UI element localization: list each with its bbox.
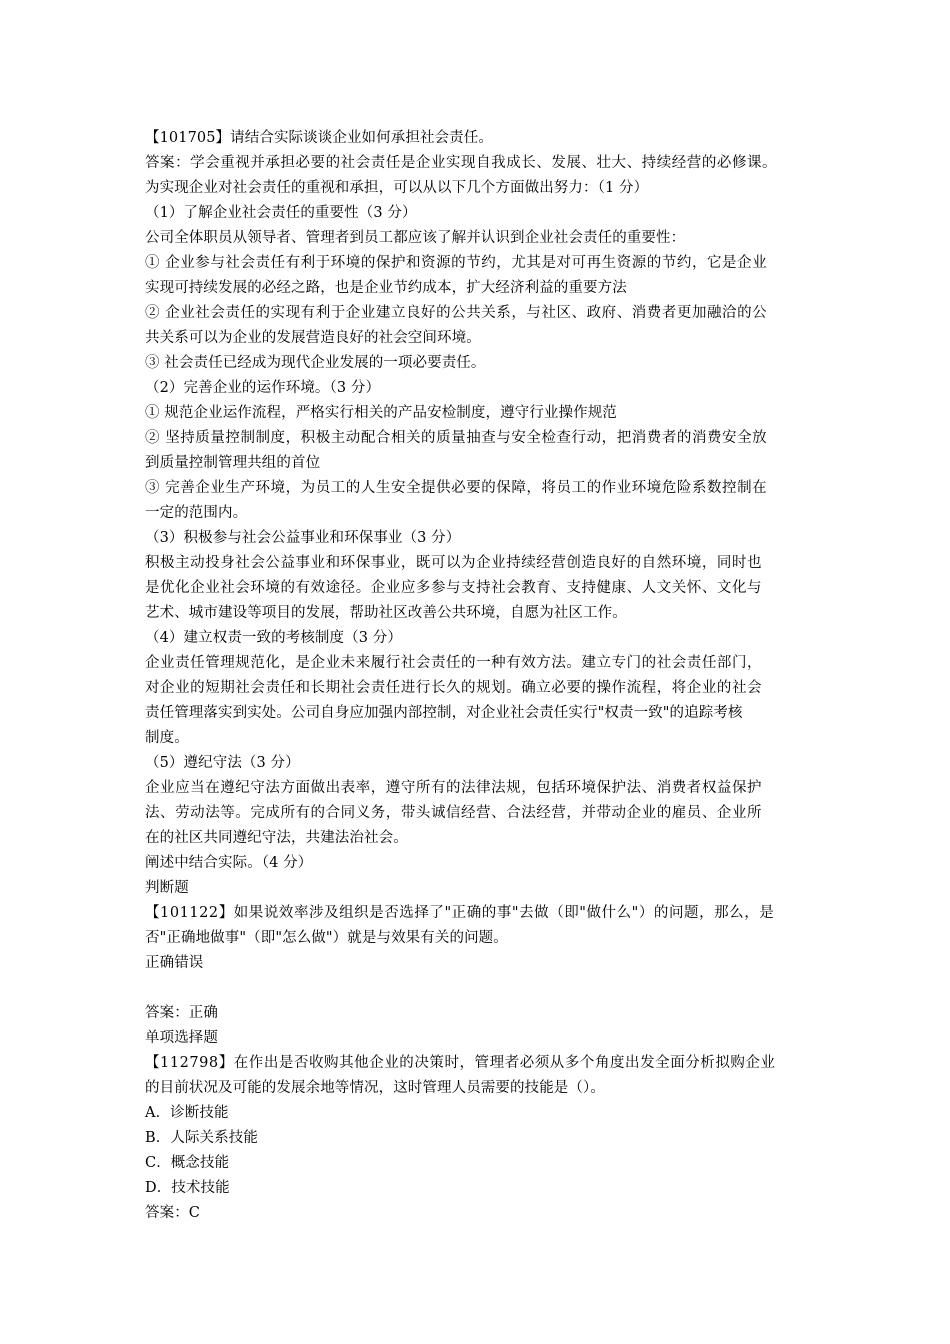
question-101122-answer: 答案：正确	[145, 1005, 218, 1021]
section-5-line-2: 法、劳动法等。完成所有的合同义务，带头诚信经营、合法经营，并带动企业的雇员、企业所	[145, 805, 763, 821]
section-3-line-1: 积极主动投身社会公益事业和环保事业，既可以为企业持续经营创造良好的自然环境，同时也	[145, 555, 763, 571]
option-c: C．概念技能	[145, 1155, 230, 1171]
section-1-point-2-line-1: ② 企业社会责任的实现有利于企业建立良好的公共关系，与社区、政府、消费者更加融洽的公	[145, 305, 768, 321]
question-101122-line-1: 【101122】如果说效率涉及组织是否选择了"正确的事"去做（即"做什么"）的问题，那么，是	[145, 905, 775, 921]
section-5-line-1: 企业应当在遵纪守法方面做出表率，遵守所有的法律法规，包括环境保护法、消费者权益保护	[145, 780, 763, 796]
question-101705: 【101705】请结合实际谈谈企业如何承担社会责任。	[145, 130, 493, 146]
question-112798-line-2: 的目前状况及可能的发展余地等情况，这时管理人员需要的技能是（）。	[145, 1080, 605, 1096]
question-112798-line-1: 【112798】在作出是否收购其他企业的决策时，管理者必须从多个角度出发全面分析拟购企业	[145, 1055, 776, 1071]
section-1-title: （1）了解企业社会责任的重要性（3 分）	[145, 205, 417, 221]
section-4-line-4: 制度。	[145, 730, 189, 746]
section-5-line-3: 在的社区共同遵纪守法，共建法治社会。	[145, 830, 408, 846]
section-3-line-2: 是优化企业社会环境的有效途径。企业应多参与支持社会教育、支持健康、人文关怀、文化与	[145, 580, 763, 596]
section-1-point-1-line-2: 实现可持续发展的必经之路，也是企业节约成本，扩大经济利益的重要方法	[145, 280, 627, 296]
document-page	[145, 126, 810, 1226]
section-1-lead: 公司全体职员从领导者、管理者到员工都应该了解并认识到企业社会责任的重要性：	[145, 230, 686, 246]
section-3-line-3: 艺术、城市建设等项目的发展，帮助社区改善公共环境，自愿为社区工作。	[145, 605, 627, 621]
answer-intro-line-1: 答案：学会重视并承担必要的社会责任是企业实现自我成长、发展、壮大、持续经营的必修课。	[145, 155, 778, 171]
section-heading-single-choice: 单项选择题	[145, 1030, 218, 1046]
section-2-point-2-line-1: ② 坚持质量控制制度，积极主动配合相关的质量抽查与安全检查行动，把消费者的消费安全放	[145, 430, 768, 446]
section-2-point-1: ① 规范企业运作流程，严格实行相关的产品安检制度，遵守行业操作规范	[145, 405, 617, 421]
section-2-point-3-line-2: 一定的范围内。	[145, 505, 248, 521]
section-4-title: （4）建立权责一致的考核制度（3 分）	[145, 630, 402, 646]
answer-intro-line-2: 为实现企业对社会责任的重视和承担，可以从以下几个方面做出努力：（1 分）	[145, 180, 649, 196]
question-101122-line-2: 否"正确地做事"（即"怎么做"）就是与效果有关的问题。	[145, 930, 508, 946]
option-d: D．技术技能	[145, 1180, 230, 1196]
true-false-options: 正确错误	[145, 955, 204, 971]
section-2-title: （2）完善企业的运作环境。（3 分）	[145, 380, 381, 396]
option-a: A．诊断技能	[145, 1105, 229, 1121]
closing-note: 阐述中结合实际。（4 分）	[145, 855, 313, 871]
section-4-line-2: 对企业的短期社会责任和长期社会责任进行长久的规划。确立必要的操作流程，将企业的社会	[145, 680, 763, 696]
section-1-point-3: ③ 社会责任已经成为现代企业发展的一项必要责任。	[145, 355, 486, 371]
option-b: B．人际关系技能	[145, 1130, 258, 1146]
section-heading-true-false: 判断题	[145, 880, 189, 896]
section-3-title: （3）积极参与社会公益事业和环保事业（3 分）	[145, 530, 461, 546]
question-112798-answer: 答案：C	[145, 1205, 200, 1221]
section-2-point-3-line-1: ③ 完善企业生产环境，为员工的人生安全提供必要的保障，将员工的作业环境危险系数控制在	[145, 480, 768, 496]
section-4-line-1: 企业责任管理规范化，是企业未来履行社会责任的一种有效方法。建立专门的社会责任部门，	[145, 655, 763, 671]
section-1-point-2-line-2: 共关系可以为企业的发展营造良好的社会空间环境。	[145, 330, 481, 346]
spacer	[145, 976, 810, 1001]
section-1-point-1-line-1: ① 企业参与社会责任有利于环境的保护和资源的节约，尤其是对可再生资源的节约，它是企业	[145, 255, 768, 271]
section-5-title: （5）遵纪守法（3 分）	[145, 755, 300, 771]
section-2-point-2-line-2: 到质量控制管理共组的首位	[145, 455, 321, 471]
section-4-line-3: 责任管理落实到实处。公司自身应加强内部控制，对企业社会责任实行"权责一致"的追踪考核	[145, 705, 743, 721]
